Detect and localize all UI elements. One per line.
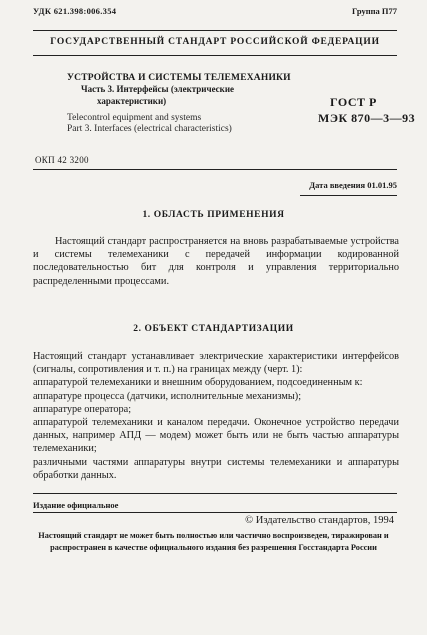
- reproduction-notice: Настоящий стандарт не может быть полностью или частично воспроизведен, тиражирован и распространен в качестве официального издания без разрешения Госстандарта России: [38, 531, 389, 552]
- section2-item: различными частями аппаратуры внутри системы телемеханики и аппаратуры обработки данных.: [33, 456, 399, 481]
- section2-intro: Настоящий стандарт устанавливает электрические характеристики интерфейсов (сигналы, сопротивления и т. п.) на границах между (черт. 1):: [33, 351, 399, 376]
- title-ru: УСТРОЙСТВА И СИСТЕМЫ ТЕЛЕМЕХАНИКИ: [67, 73, 291, 83]
- section2-heading: 2. ОБЪЕКТ СТАНДАРТИЗАЦИИ: [133, 324, 294, 334]
- copyright: © Издательство стандартов, 1994: [245, 515, 394, 526]
- title-block: [67, 72, 297, 135]
- date-introduction: Дата введения 01.01.95: [309, 180, 397, 190]
- section1-paragraph: Настоящий стандарт распространяется на вновь разрабатываемые устройства и системы телемеханики с передачей информации кодированной последовательностью бит для контроля и управления территориально распределенными процессами.: [33, 236, 399, 287]
- gost-number: МЭК 870—3—93: [318, 111, 416, 125]
- title-en: Telecontrol equipment and systems: [67, 113, 202, 123]
- part-ru-line1: Часть 3. Интерфейсы (электрические: [81, 84, 235, 94]
- gost-label: ГОСТ Р: [330, 95, 377, 109]
- section1-heading: 1. ОБЛАСТЬ ПРИМЕНЕНИЯ: [142, 210, 285, 220]
- section1-body: [33, 235, 399, 288]
- section2-item: аппаратурой телемеханики и каналом передачи. Оконечное устройство передачи данных, например АПД — модем) может быть или не быть частью аппаратуры телемеханики;: [33, 417, 399, 455]
- title-rule: [33, 55, 397, 56]
- udk-code: УДК 621.398:006.354: [33, 6, 117, 16]
- okp-rule: [33, 169, 397, 170]
- part-ru-line2: характеристики): [97, 95, 167, 106]
- section2-item: аппаратуре оператора;: [33, 403, 132, 415]
- gost-designation: [318, 94, 415, 126]
- standard-title: ГОСУДАРСТВЕННЫЙ СТАНДАРТ РОССИЙСКОЙ ФЕДЕРАЦИИ: [50, 37, 380, 47]
- group-code: Группа П77: [351, 6, 397, 16]
- section2-item: аппаратурой телемеханики и внешним оборудованием, подсоединенным к:: [33, 377, 363, 389]
- section2-item: аппаратуре процесса (датчики, исполнительные механизмы);: [33, 390, 302, 402]
- section2-body: [33, 350, 399, 482]
- footer-rule-bottom: [33, 512, 397, 513]
- okp-code: ОКП 42 3200: [35, 155, 89, 165]
- footer-rule-top: [33, 493, 397, 494]
- top-rule: [33, 30, 397, 31]
- part-en: Part 3. Interfaces (electrical characteristics): [67, 124, 232, 134]
- edition-label: Издание официальное: [33, 500, 119, 510]
- date-rule: [300, 195, 397, 196]
